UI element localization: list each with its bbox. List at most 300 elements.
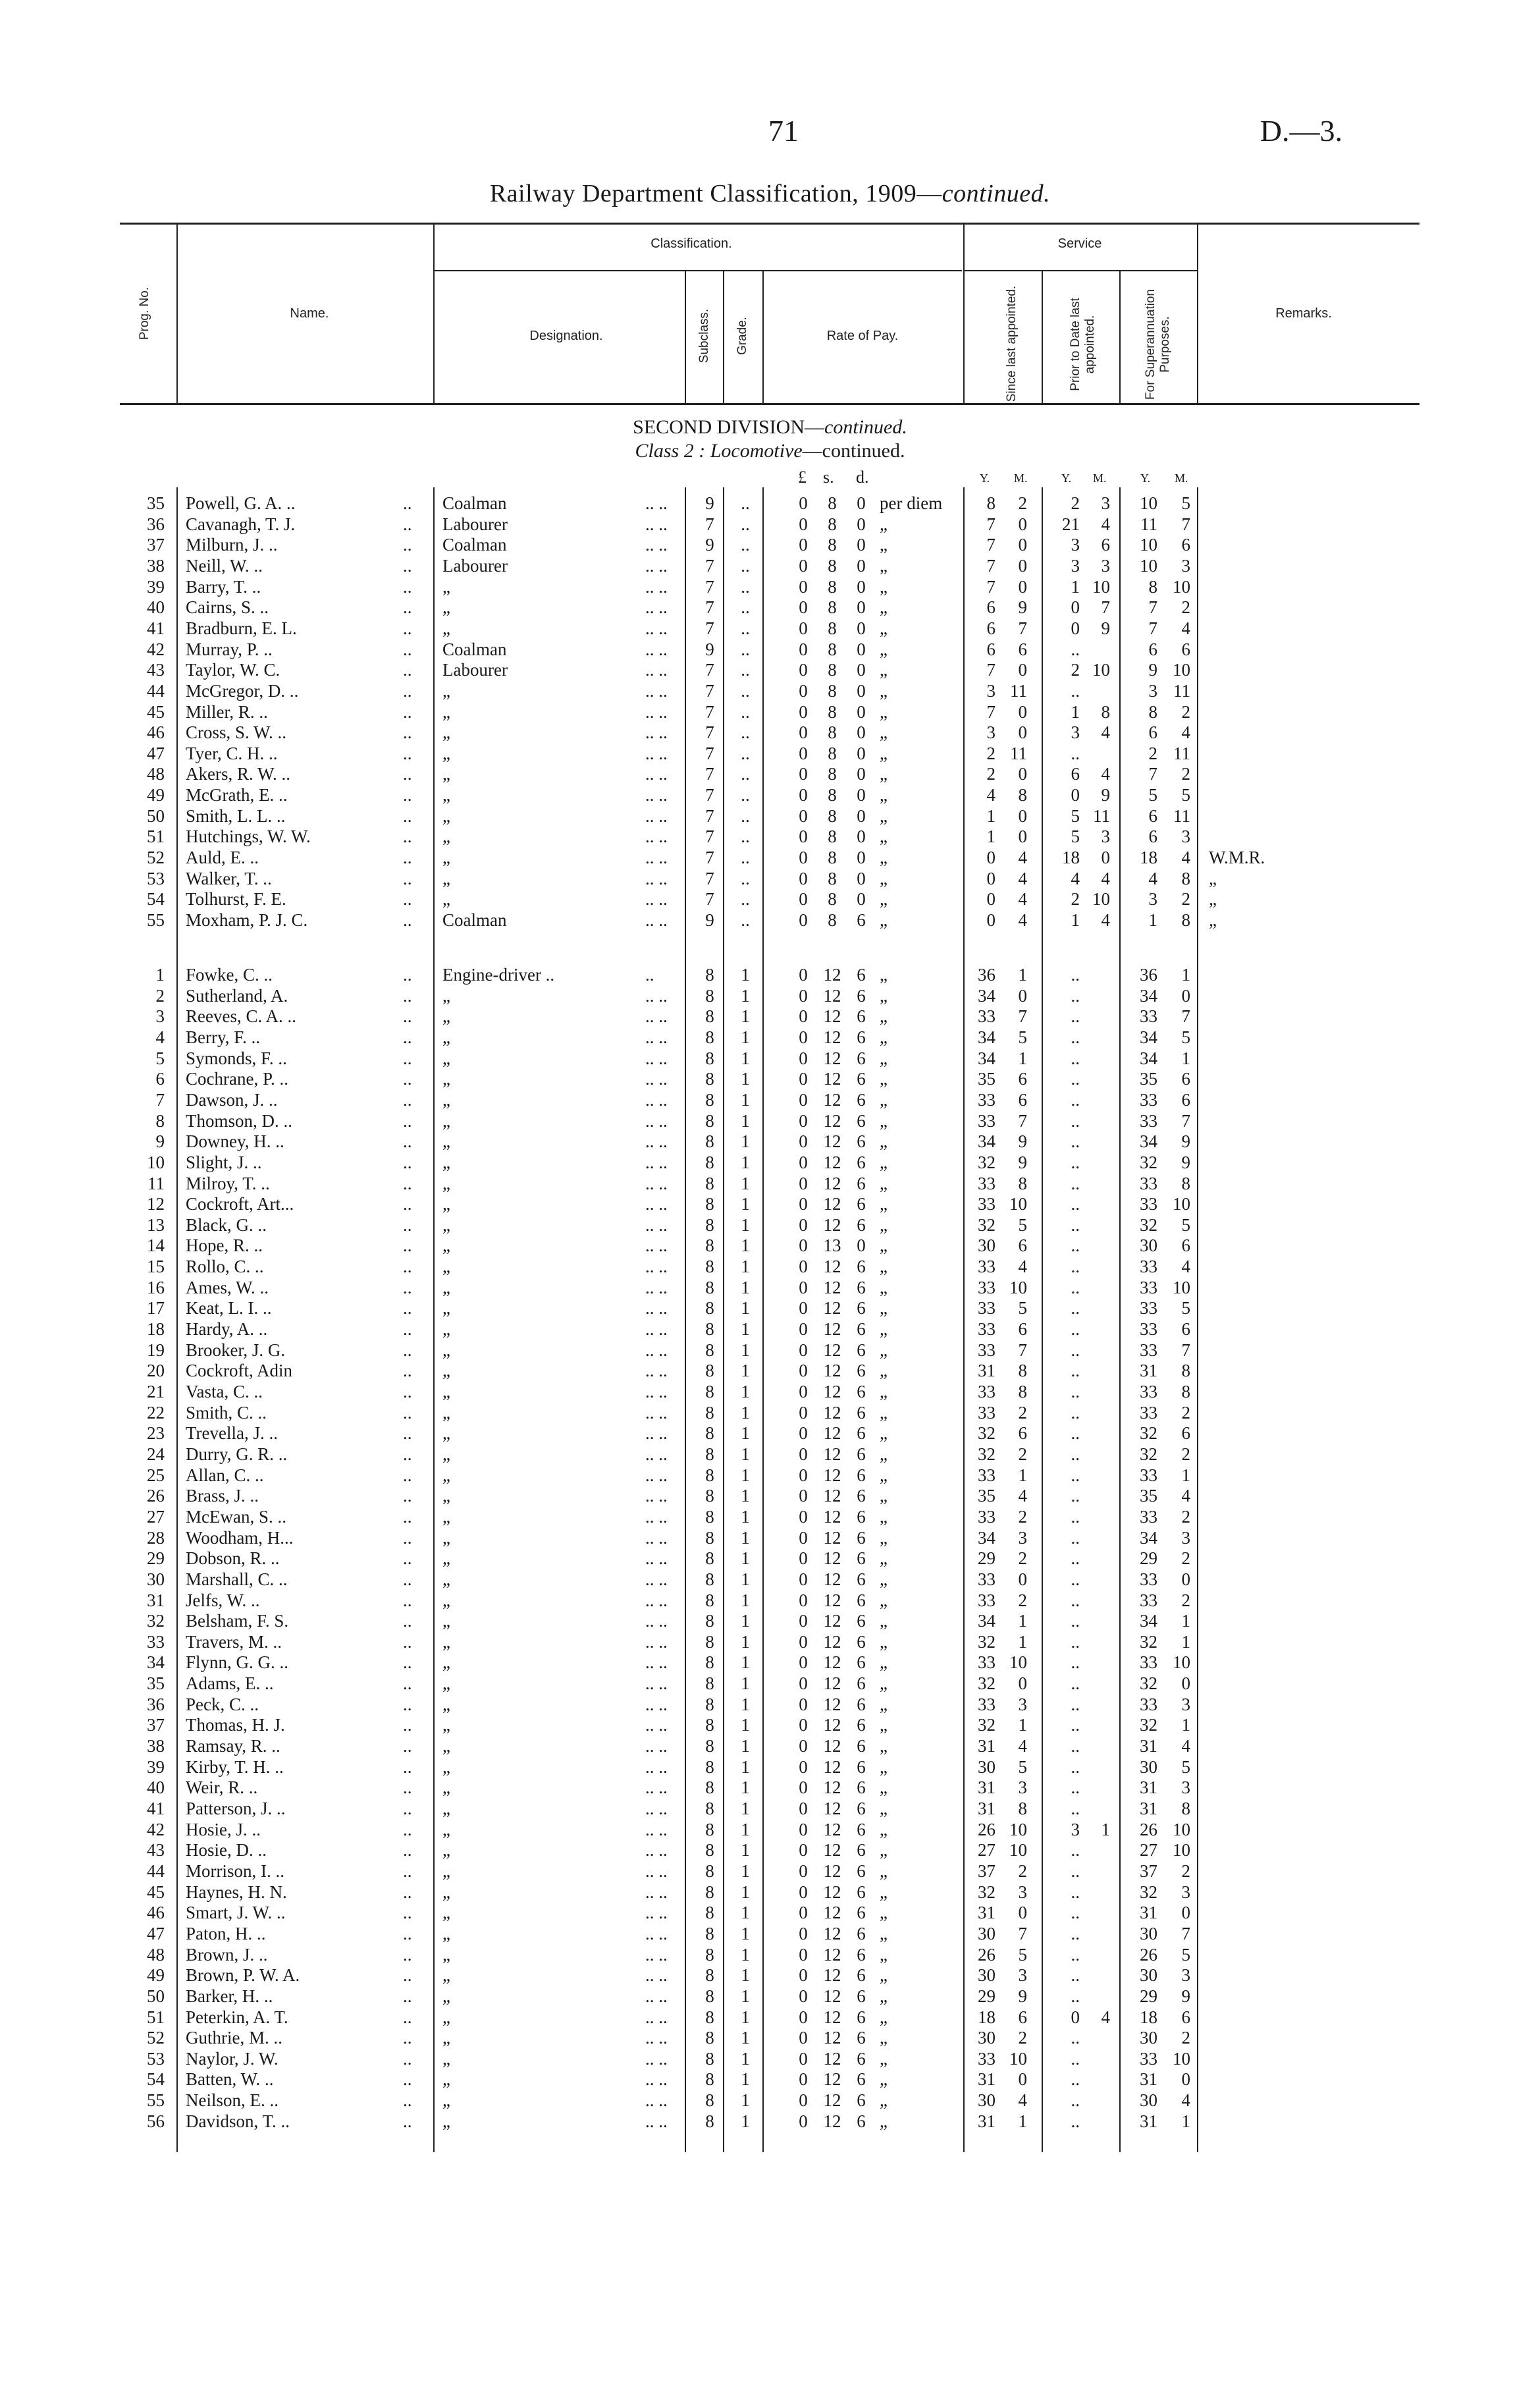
cell-grade: 1 bbox=[741, 2090, 750, 2111]
cell-pay-period: „ bbox=[880, 827, 888, 847]
cell-pay-shillings: 12 bbox=[823, 2090, 841, 2111]
cell-designation: „ bbox=[442, 1131, 450, 1152]
cell-prior-months: 3 bbox=[1101, 827, 1110, 847]
cell-since-years: 33 bbox=[978, 1257, 996, 1277]
cell-super-years: 35 bbox=[1140, 1486, 1157, 1506]
cell-prior-years: 3 bbox=[1071, 555, 1080, 576]
cell-since-months: 8 bbox=[1018, 1799, 1027, 1818]
cell-designation-leader: .. .. bbox=[645, 1819, 668, 1839]
cell-name-leader: .. bbox=[403, 1214, 412, 1235]
cell-pay-pounds: 0 bbox=[799, 889, 808, 909]
table-row bbox=[0, 1068, 1540, 1089]
cell-pay-pence: 6 bbox=[857, 1631, 866, 1652]
cell-pay-shillings: 8 bbox=[828, 805, 837, 826]
cell-name: Belsham, F. S. bbox=[186, 1611, 289, 1631]
cell-since-months: 10 bbox=[1009, 1840, 1027, 1860]
cell-pay-pounds: 0 bbox=[799, 1069, 808, 1089]
cell-name-leader: .. bbox=[403, 1756, 412, 1777]
header-top-rule bbox=[120, 223, 1420, 225]
cell-pay-period: „ bbox=[880, 1444, 888, 1464]
cell-since-months: 0 bbox=[1018, 805, 1027, 826]
cell-prog-no: 30 bbox=[147, 1569, 165, 1589]
cell-designation-leader: .. .. bbox=[645, 1173, 668, 1193]
cell-super-months: 0 bbox=[1181, 1903, 1190, 1923]
cell-prog-no: 45 bbox=[147, 701, 165, 722]
cell-name: Rollo, C. .. bbox=[186, 1257, 264, 1277]
table-row bbox=[0, 1006, 1540, 1027]
cell-prior-years: .. bbox=[1071, 1173, 1080, 1193]
cell-designation: „ bbox=[442, 1673, 450, 1694]
cell-since-years: 31 bbox=[978, 2111, 996, 2131]
cell-designation: Engine-driver .. bbox=[442, 965, 555, 985]
cell-pay-pounds: 0 bbox=[799, 805, 808, 826]
cell-grade: 1 bbox=[741, 1756, 750, 1777]
cell-designation: „ bbox=[442, 2111, 450, 2131]
cell-prog-no: 44 bbox=[147, 1860, 165, 1881]
cell-pay-shillings: 12 bbox=[823, 1506, 841, 1527]
cell-remarks: W.M.R. bbox=[1209, 848, 1265, 868]
cell-name-leader: .. bbox=[403, 1465, 412, 1485]
cell-name-leader: .. bbox=[403, 1965, 412, 1986]
cell-pay-pence: 6 bbox=[857, 1799, 866, 1818]
cell-pay-shillings: 12 bbox=[823, 1382, 841, 1401]
cell-prior-years: .. bbox=[1071, 1736, 1080, 1756]
cell-prog-no: 55 bbox=[147, 2090, 165, 2111]
cell-grade: .. bbox=[741, 680, 750, 701]
cell-pay-pounds: 0 bbox=[799, 1382, 808, 1401]
cell-designation: „ bbox=[442, 1799, 450, 1818]
cell-subclass: 8 bbox=[705, 1986, 714, 2006]
cell-since-years: 33 bbox=[978, 1006, 996, 1027]
cell-since-years: 33 bbox=[978, 1089, 996, 1110]
cell-pay-period: „ bbox=[880, 1486, 888, 1506]
cell-name: Brown, J. .. bbox=[186, 1944, 268, 1965]
cell-pay-pounds: 0 bbox=[799, 743, 808, 763]
cell-since-years: 32 bbox=[978, 1444, 996, 1464]
cell-pay-period: „ bbox=[880, 1840, 888, 1860]
cell-designation: „ bbox=[442, 1965, 450, 1986]
cell-since-years: 35 bbox=[978, 1069, 996, 1089]
cell-since-months: 4 bbox=[1018, 1736, 1027, 1756]
cell-since-years: 34 bbox=[978, 1048, 996, 1068]
cell-pay-pence: 6 bbox=[857, 1860, 866, 1881]
cell-designation: „ bbox=[442, 576, 450, 597]
cell-grade: 1 bbox=[741, 1819, 750, 1839]
table-row bbox=[0, 1360, 1540, 1381]
cell-subclass: 8 bbox=[705, 1131, 714, 1152]
cell-designation-leader: .. .. bbox=[645, 1652, 668, 1673]
cell-since-months: 7 bbox=[1018, 1110, 1027, 1131]
cell-since-months: 0 bbox=[1018, 827, 1027, 847]
cell-super-years: 1 bbox=[1148, 910, 1157, 930]
table-row bbox=[0, 2027, 1540, 2048]
cell-super-months: 5 bbox=[1181, 493, 1190, 513]
cell-prog-no: 23 bbox=[147, 1423, 165, 1444]
cell-since-years: 33 bbox=[978, 1652, 996, 1673]
cell-subclass: 7 bbox=[705, 785, 714, 805]
vrule-name bbox=[433, 223, 435, 404]
cell-grade: 1 bbox=[741, 1611, 750, 1631]
cell-designation-leader: .. .. bbox=[645, 1631, 668, 1652]
cell-pay-shillings: 12 bbox=[823, 1214, 841, 1235]
cell-pay-period: „ bbox=[880, 1402, 888, 1423]
cell-since-years: 2 bbox=[986, 743, 996, 763]
cell-since-months: 4 bbox=[1018, 1257, 1027, 1277]
cell-since-months: 10 bbox=[1009, 1194, 1027, 1214]
cell-prior-years: .. bbox=[1071, 1027, 1080, 1047]
cell-super-months: 9 bbox=[1181, 1152, 1190, 1172]
header-service: Service bbox=[1057, 236, 1102, 251]
cell-super-months: 6 bbox=[1181, 1069, 1190, 1089]
cell-pay-shillings: 12 bbox=[823, 1340, 841, 1360]
cell-pay-pounds: 0 bbox=[799, 1569, 808, 1589]
cell-name-leader: .. bbox=[403, 2028, 412, 2048]
cell-name-leader: .. bbox=[403, 1527, 412, 1548]
cell-prior-years: .. bbox=[1071, 2090, 1080, 2111]
cell-super-years: 10 bbox=[1140, 493, 1157, 513]
cell-designation: Labourer bbox=[442, 660, 508, 680]
cell-since-months: 3 bbox=[1018, 1965, 1027, 1986]
cell-designation-leader: .. .. bbox=[645, 639, 668, 659]
cell-pay-shillings: 12 bbox=[823, 1777, 841, 1798]
cell-name: Brooker, J. G. bbox=[186, 1340, 286, 1360]
cell-grade: 1 bbox=[741, 1548, 750, 1569]
cell-designation-leader: .. .. bbox=[645, 1799, 668, 1818]
cell-prior-years: .. bbox=[1071, 1361, 1080, 1381]
cell-pay-pounds: 0 bbox=[799, 1340, 808, 1360]
cell-prog-no: 14 bbox=[147, 1235, 165, 1256]
cell-designation: „ bbox=[442, 1631, 450, 1652]
cell-grade: .. bbox=[741, 743, 750, 763]
cell-since-months: 8 bbox=[1018, 1361, 1027, 1381]
cell-pay-period: per diem bbox=[880, 493, 943, 513]
cell-pay-pounds: 0 bbox=[799, 1527, 808, 1548]
cell-super-months: 1 bbox=[1181, 1631, 1190, 1652]
cell-name: McGregor, D. .. bbox=[186, 680, 299, 701]
document-reference: D.—3. bbox=[1260, 114, 1342, 148]
cell-designation-leader: .. .. bbox=[645, 1340, 668, 1360]
cell-name: Brass, J. .. bbox=[186, 1486, 259, 1506]
cell-since-years: 29 bbox=[978, 1548, 996, 1569]
cell-designation-leader: .. .. bbox=[645, 1548, 668, 1569]
header-name: Name. bbox=[290, 306, 329, 321]
cell-grade: 1 bbox=[741, 1631, 750, 1652]
cell-pay-pounds: 0 bbox=[799, 1089, 808, 1110]
table-row bbox=[0, 1548, 1540, 1569]
cell-super-years: 6 bbox=[1148, 639, 1157, 659]
cell-since-months: 0 bbox=[1018, 555, 1027, 576]
cell-prior-years: 0 bbox=[1071, 785, 1080, 805]
cell-super-years: 10 bbox=[1140, 555, 1157, 576]
cell-super-months: 0 bbox=[1181, 2069, 1190, 2090]
page-number: 71 bbox=[768, 114, 799, 148]
cell-pay-pence: 6 bbox=[857, 1423, 866, 1444]
cell-pay-period: „ bbox=[880, 805, 888, 826]
cell-subclass: 8 bbox=[705, 1715, 714, 1735]
cell-super-months: 7 bbox=[1181, 514, 1190, 534]
cell-super-years: 7 bbox=[1148, 764, 1157, 784]
cell-prior-years: .. bbox=[1071, 1423, 1080, 1444]
cell-grade: 1 bbox=[741, 1860, 750, 1881]
cell-prior-years: .. bbox=[1071, 680, 1080, 701]
table-row bbox=[0, 985, 1540, 1006]
cell-super-months: 2 bbox=[1181, 597, 1190, 618]
cell-subclass: 8 bbox=[705, 2069, 714, 2090]
cell-pay-pence: 6 bbox=[857, 1257, 866, 1277]
cell-pay-pounds: 0 bbox=[799, 1027, 808, 1047]
cell-name: Haynes, H. N. bbox=[186, 1882, 287, 1902]
cell-since-years: 34 bbox=[978, 1611, 996, 1631]
cell-since-months: 4 bbox=[1018, 910, 1027, 930]
cell-pay-shillings: 8 bbox=[828, 889, 837, 909]
cell-since-months: 10 bbox=[1009, 2048, 1027, 2069]
cell-since-years: 34 bbox=[978, 1027, 996, 1047]
cell-designation: „ bbox=[442, 1611, 450, 1631]
cell-designation-leader: .. .. bbox=[645, 1027, 668, 1047]
cell-subclass: 7 bbox=[705, 597, 714, 618]
cell-super-years: 9 bbox=[1148, 660, 1157, 680]
cell-prior-months: 4 bbox=[1101, 514, 1110, 534]
cell-prog-no: 43 bbox=[147, 660, 165, 680]
cell-since-years: 18 bbox=[978, 2007, 996, 2027]
cell-grade: 1 bbox=[741, 1069, 750, 1089]
cell-pay-pence: 6 bbox=[857, 1840, 866, 1860]
cell-pay-pounds: 0 bbox=[799, 985, 808, 1006]
cell-pay-pence: 6 bbox=[857, 1777, 866, 1798]
cell-pay-pence: 6 bbox=[857, 965, 866, 985]
cell-pay-pence: 6 bbox=[857, 985, 866, 1006]
cell-prog-no: 39 bbox=[147, 1756, 165, 1777]
cell-name-leader: .. bbox=[403, 1777, 412, 1798]
cell-pay-pence: 6 bbox=[857, 1673, 866, 1694]
cell-name: Taylor, W. C. bbox=[186, 660, 280, 680]
cell-pay-pence: 6 bbox=[857, 2048, 866, 2069]
cell-prog-no: 49 bbox=[147, 1965, 165, 1986]
cell-name: Brown, P. W. A. bbox=[186, 1965, 300, 1986]
cell-designation: „ bbox=[442, 1173, 450, 1193]
cell-name-leader: .. bbox=[403, 1423, 412, 1444]
cell-since-years: 1 bbox=[986, 805, 996, 826]
cell-pay-shillings: 8 bbox=[828, 848, 837, 868]
cell-pay-pence: 6 bbox=[857, 1089, 866, 1110]
cell-pay-period: „ bbox=[880, 1006, 888, 1027]
cell-name: Smith, L. L. .. bbox=[186, 805, 286, 826]
table-row bbox=[0, 514, 1540, 535]
cell-designation: „ bbox=[442, 827, 450, 847]
cell-prior-years: .. bbox=[1071, 1131, 1080, 1152]
cell-designation-leader: .. .. bbox=[645, 827, 668, 847]
cell-super-years: 33 bbox=[1140, 1089, 1157, 1110]
cell-subclass: 8 bbox=[705, 1965, 714, 1986]
cell-prior-years: 0 bbox=[1071, 618, 1080, 638]
cell-prog-no: 10 bbox=[147, 1152, 165, 1172]
cell-super-months: 0 bbox=[1181, 1673, 1190, 1694]
cell-designation: „ bbox=[442, 1756, 450, 1777]
cell-pay-pounds: 0 bbox=[799, 1214, 808, 1235]
cell-name: Cross, S. W. .. bbox=[186, 722, 287, 743]
cell-pay-pounds: 0 bbox=[799, 1402, 808, 1423]
cell-grade: 1 bbox=[741, 2069, 750, 2090]
cell-designation: „ bbox=[442, 1257, 450, 1277]
cell-grade: 1 bbox=[741, 1048, 750, 1068]
cell-super-months: 9 bbox=[1181, 1131, 1190, 1152]
cell-pay-period: „ bbox=[880, 1673, 888, 1694]
cell-pay-shillings: 12 bbox=[823, 1882, 841, 1902]
cell-grade: .. bbox=[741, 785, 750, 805]
header-prog-no: Prog. No. bbox=[138, 286, 151, 340]
cell-name: Cochrane, P. .. bbox=[186, 1069, 288, 1089]
cell-prior-years: 1 bbox=[1071, 701, 1080, 722]
cell-prog-no: 7 bbox=[155, 1089, 165, 1110]
cell-since-years: 0 bbox=[986, 868, 996, 888]
cell-pay-shillings: 12 bbox=[823, 1673, 841, 1694]
cell-since-months: 2 bbox=[1018, 1444, 1027, 1464]
table-row bbox=[0, 1839, 1540, 1860]
cell-prog-no: 48 bbox=[147, 764, 165, 784]
cell-designation: „ bbox=[442, 1152, 450, 1172]
section-class bbox=[0, 440, 1540, 462]
cell-designation-leader: .. .. bbox=[645, 1527, 668, 1548]
cell-pay-shillings: 12 bbox=[823, 1257, 841, 1277]
cell-pay-pounds: 0 bbox=[799, 1006, 808, 1027]
cell-since-years: 30 bbox=[978, 2028, 996, 2048]
cell-prior-months: 1 bbox=[1101, 1819, 1110, 1839]
cell-pay-shillings: 8 bbox=[828, 827, 837, 847]
cell-pay-pence: 6 bbox=[857, 1569, 866, 1589]
cell-super-months: 1 bbox=[1181, 1715, 1190, 1735]
cell-grade: 1 bbox=[741, 1923, 750, 1943]
table-row bbox=[0, 1777, 1540, 1798]
cell-pay-period: „ bbox=[880, 848, 888, 868]
cell-name: Hosie, D. .. bbox=[186, 1840, 267, 1860]
cell-since-years: 31 bbox=[978, 1777, 996, 1798]
cell-designation: „ bbox=[442, 1486, 450, 1506]
cell-pay-pence: 6 bbox=[857, 2028, 866, 2048]
cell-since-months: 9 bbox=[1018, 1152, 1027, 1172]
cell-pay-pence: 6 bbox=[857, 2090, 866, 2111]
cell-pay-period: „ bbox=[880, 1361, 888, 1381]
header-grade: Grade. bbox=[735, 316, 749, 356]
cell-super-years: 18 bbox=[1140, 848, 1157, 868]
cell-name-leader: .. bbox=[403, 1590, 412, 1610]
cell-since-years: 31 bbox=[978, 1799, 996, 1818]
cell-designation: „ bbox=[442, 1860, 450, 1881]
unit-shillings: s. bbox=[823, 468, 834, 487]
cell-grade: 1 bbox=[741, 1652, 750, 1673]
cell-subclass: 8 bbox=[705, 1548, 714, 1569]
cell-pay-pence: 6 bbox=[857, 1903, 866, 1923]
cell-pay-period: „ bbox=[880, 1235, 888, 1256]
cell-pay-shillings: 12 bbox=[823, 1923, 841, 1943]
cell-name: Cockroft, Art... bbox=[186, 1194, 294, 1214]
cell-super-years: 3 bbox=[1148, 680, 1157, 701]
unit-months-since: M. bbox=[1014, 472, 1028, 485]
cell-designation-leader: .. .. bbox=[645, 1944, 668, 1965]
cell-name: Akers, R. W. .. bbox=[186, 764, 291, 784]
cell-grade: .. bbox=[741, 555, 750, 576]
cell-prog-no: 55 bbox=[147, 910, 165, 930]
cell-subclass: 9 bbox=[705, 910, 714, 930]
cell-subclass: 7 bbox=[705, 743, 714, 763]
cell-pay-shillings: 12 bbox=[823, 1298, 841, 1318]
cell-prior-years: 4 bbox=[1071, 868, 1080, 888]
cell-pay-pounds: 0 bbox=[799, 1756, 808, 1777]
cell-super-years: 33 bbox=[1140, 1006, 1157, 1027]
vrule-subclass bbox=[723, 271, 724, 404]
cell-pay-pounds: 0 bbox=[799, 1173, 808, 1193]
cell-since-months: 6 bbox=[1018, 1069, 1027, 1089]
cell-grade: 1 bbox=[741, 1298, 750, 1318]
cell-super-years: 33 bbox=[1140, 1298, 1157, 1318]
cell-since-years: 32 bbox=[978, 1715, 996, 1735]
cell-designation: „ bbox=[442, 1027, 450, 1047]
cell-since-months: 1 bbox=[1018, 2111, 1027, 2131]
cell-super-years: 34 bbox=[1140, 1527, 1157, 1548]
cell-pay-pounds: 0 bbox=[799, 1736, 808, 1756]
cell-subclass: 9 bbox=[705, 639, 714, 659]
cell-name: Cavanagh, T. J. bbox=[186, 514, 296, 534]
cell-name-leader: .. bbox=[403, 1840, 412, 1860]
cell-pay-period: „ bbox=[880, 576, 888, 597]
cell-pay-pence: 6 bbox=[857, 1923, 866, 1943]
title-main: Railway Department Classification, 1909— bbox=[489, 180, 942, 207]
cell-pay-pence: 0 bbox=[857, 639, 866, 659]
cell-pay-shillings: 8 bbox=[828, 910, 837, 930]
cell-pay-pence: 6 bbox=[857, 2069, 866, 2090]
cell-designation-leader: .. .. bbox=[645, 1756, 668, 1777]
cell-pay-pounds: 0 bbox=[799, 1506, 808, 1527]
cell-since-years: 30 bbox=[978, 1923, 996, 1943]
cell-name-leader: .. bbox=[403, 1027, 412, 1047]
cell-since-years: 33 bbox=[978, 2048, 996, 2069]
cell-subclass: 8 bbox=[705, 965, 714, 985]
cell-grade: 1 bbox=[741, 1319, 750, 1340]
cell-designation-leader: .. .. bbox=[645, 985, 668, 1006]
cell-prior-years: 3 bbox=[1071, 722, 1080, 743]
cell-pay-pence: 6 bbox=[857, 1548, 866, 1569]
cell-subclass: 8 bbox=[705, 1110, 714, 1131]
cell-designation: „ bbox=[442, 1715, 450, 1735]
cell-designation: „ bbox=[442, 1382, 450, 1401]
cell-super-years: 32 bbox=[1140, 1715, 1157, 1735]
table-row bbox=[0, 1131, 1540, 1152]
cell-pay-pounds: 0 bbox=[799, 1444, 808, 1464]
cell-pay-period: „ bbox=[880, 1652, 888, 1673]
cell-subclass: 7 bbox=[705, 848, 714, 868]
cell-grade: 1 bbox=[741, 1694, 750, 1714]
cell-designation-leader: .. .. bbox=[645, 514, 668, 534]
cell-name: Black, G. .. bbox=[186, 1214, 267, 1235]
cell-grade: .. bbox=[741, 805, 750, 826]
cell-prog-no: 42 bbox=[147, 639, 165, 659]
header-designation: Designation. bbox=[529, 329, 603, 343]
cell-prog-no: 26 bbox=[147, 1486, 165, 1506]
cell-name-leader: .. bbox=[403, 910, 412, 930]
cell-pay-period: „ bbox=[880, 535, 888, 555]
cell-since-years: 32 bbox=[978, 1882, 996, 1902]
cell-name-leader: .. bbox=[403, 618, 412, 638]
cell-pay-pounds: 0 bbox=[799, 1277, 808, 1297]
cell-name-leader: .. bbox=[403, 493, 412, 513]
cell-designation: „ bbox=[442, 680, 450, 701]
table-row bbox=[0, 1277, 1540, 1298]
cell-designation: „ bbox=[442, 1777, 450, 1798]
cell-pay-shillings: 13 bbox=[823, 1235, 841, 1256]
cell-name-leader: .. bbox=[403, 1652, 412, 1673]
cell-pay-period: „ bbox=[880, 1319, 888, 1340]
cell-since-months: 2 bbox=[1018, 1506, 1027, 1527]
cell-pay-shillings: 12 bbox=[823, 1527, 841, 1548]
